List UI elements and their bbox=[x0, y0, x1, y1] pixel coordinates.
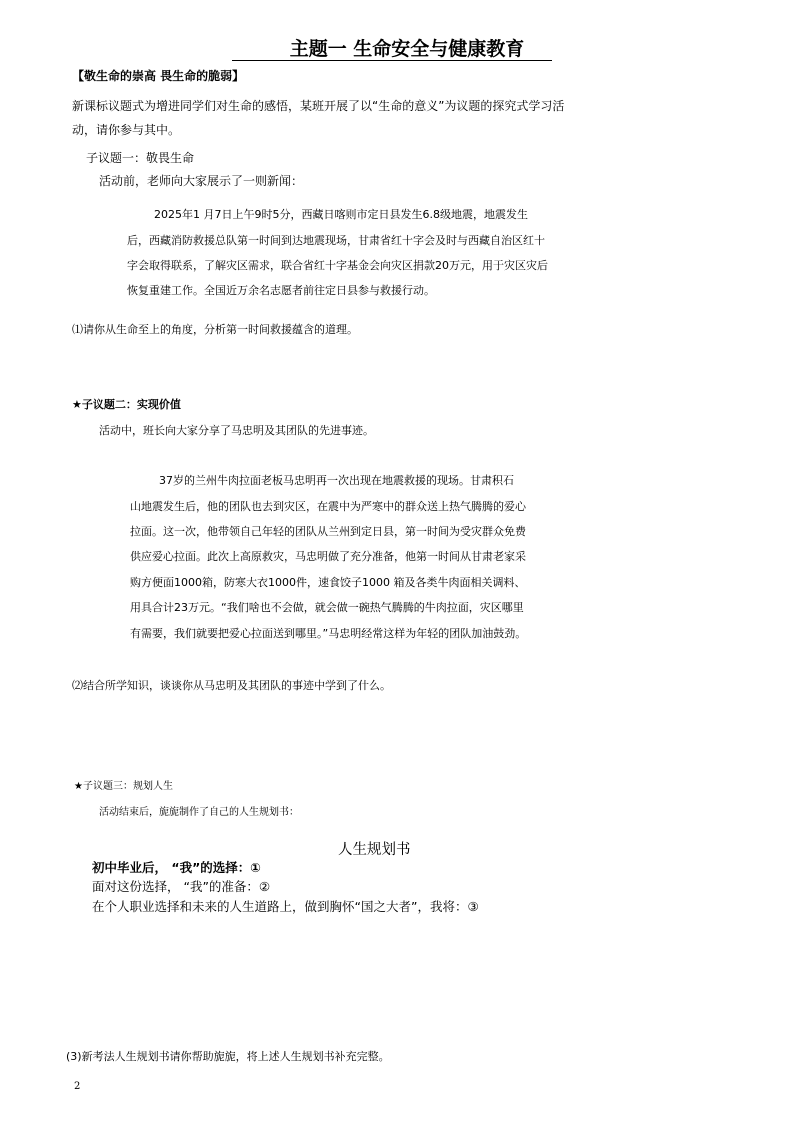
page-title: 主题一 生命安全与健康教育 bbox=[232, 38, 552, 61]
sub2-heading: ★子议题二：实现价值 bbox=[72, 398, 181, 411]
story-line: 供应爱心拉面。此次上高原救灾，马忠明做了充分准备，他第一时间从甘肃老家采 bbox=[130, 550, 526, 563]
sub3-heading: ★子议题三：规划人生 bbox=[74, 781, 173, 792]
news-line: 字会取得联系，了解灾区需求，联合省红十字基金会向灾区捐款20万元，用于灾区灾后 bbox=[127, 259, 548, 272]
plan-title: 人生规划书 bbox=[338, 842, 411, 858]
sub1-heading: 子议题一：敬畏生命 bbox=[86, 151, 195, 165]
question-1: ⑴请你从生命至上的角度，分析第一时间救援蕴含的道理。 bbox=[72, 323, 358, 336]
plan-line: 在个人职业选择和未来的人生道路上，做到胸怀“国之大者”，我将：③ bbox=[92, 899, 479, 914]
question-2: ⑵结合所学知识，谈谈你从马忠明及其团队的事迹中学到了什么。 bbox=[72, 679, 391, 692]
news-line: 恢复重建工作。全国近万余名志愿者前往定日县参与救援行动。 bbox=[127, 284, 435, 297]
sub1-lead: 活动前，老师向大家展示了一则新闻： bbox=[99, 174, 304, 188]
news-line: 2025年1 月7日上午9时5分，西藏日喀则市定日县发生6.8级地震，地震发生 bbox=[154, 208, 528, 221]
story-line: 拉面。这一次，他带领自己年轻的团队从兰州到定日县，第一时间为受灾群众免费 bbox=[130, 525, 526, 538]
sub3-lead: 活动结束后，旎旎制作了自己的人生规划书： bbox=[99, 807, 299, 818]
story-line: 有需要，我们就要把爱心拉面送到哪里。”马忠明经常这样为年轻的团队加油鼓劲。 bbox=[130, 627, 527, 640]
intro-line-1: 新课标议题式为增进同学们对生命的感悟，某班开展了以“生命的意义”为议题的探究式学习活 bbox=[72, 99, 565, 113]
page-number: 2 bbox=[74, 1081, 81, 1092]
news-line: 后，西藏消防救援总队第一时间到达地震现场，甘肃省红十字会及时与西藏自治区红十 bbox=[127, 234, 545, 247]
story-line: 用具合计23万元。“我们啥也不会做，就会做一碗热气腾腾的牛肉拉面，灾区哪里 bbox=[130, 601, 524, 614]
plan-line: 初中毕业后， “我”的选择：① bbox=[92, 860, 261, 875]
story-line: 山地震发生后，他的团队也去到灾区，在震中为严寒中的群众送上热气腾腾的爱心 bbox=[130, 500, 526, 513]
story-line: 37岁的兰州牛肉拉面老板马忠明再一次出现在地震救援的现场。甘肃积石 bbox=[159, 474, 514, 487]
section-heading: 【敬生命的崇高 畏生命的脆弱】 bbox=[72, 69, 245, 83]
plan-line: 面对这份选择， “我”的准备：② bbox=[92, 879, 271, 894]
question-3: (3)新考法人生规划书请你帮助旎旎，将上述人生规划书补充完整。 bbox=[66, 1050, 390, 1063]
story-line: 购方便面1000箱，防寒大衣1000件，速食饺子1000 箱及各类牛肉面相关调料、 bbox=[130, 576, 526, 589]
sub2-lead: 活动中，班长向大家分享了马忠明及其团队的先进事迹。 bbox=[99, 424, 374, 437]
intro-line-2: 动，请你参与其中。 bbox=[72, 123, 181, 137]
